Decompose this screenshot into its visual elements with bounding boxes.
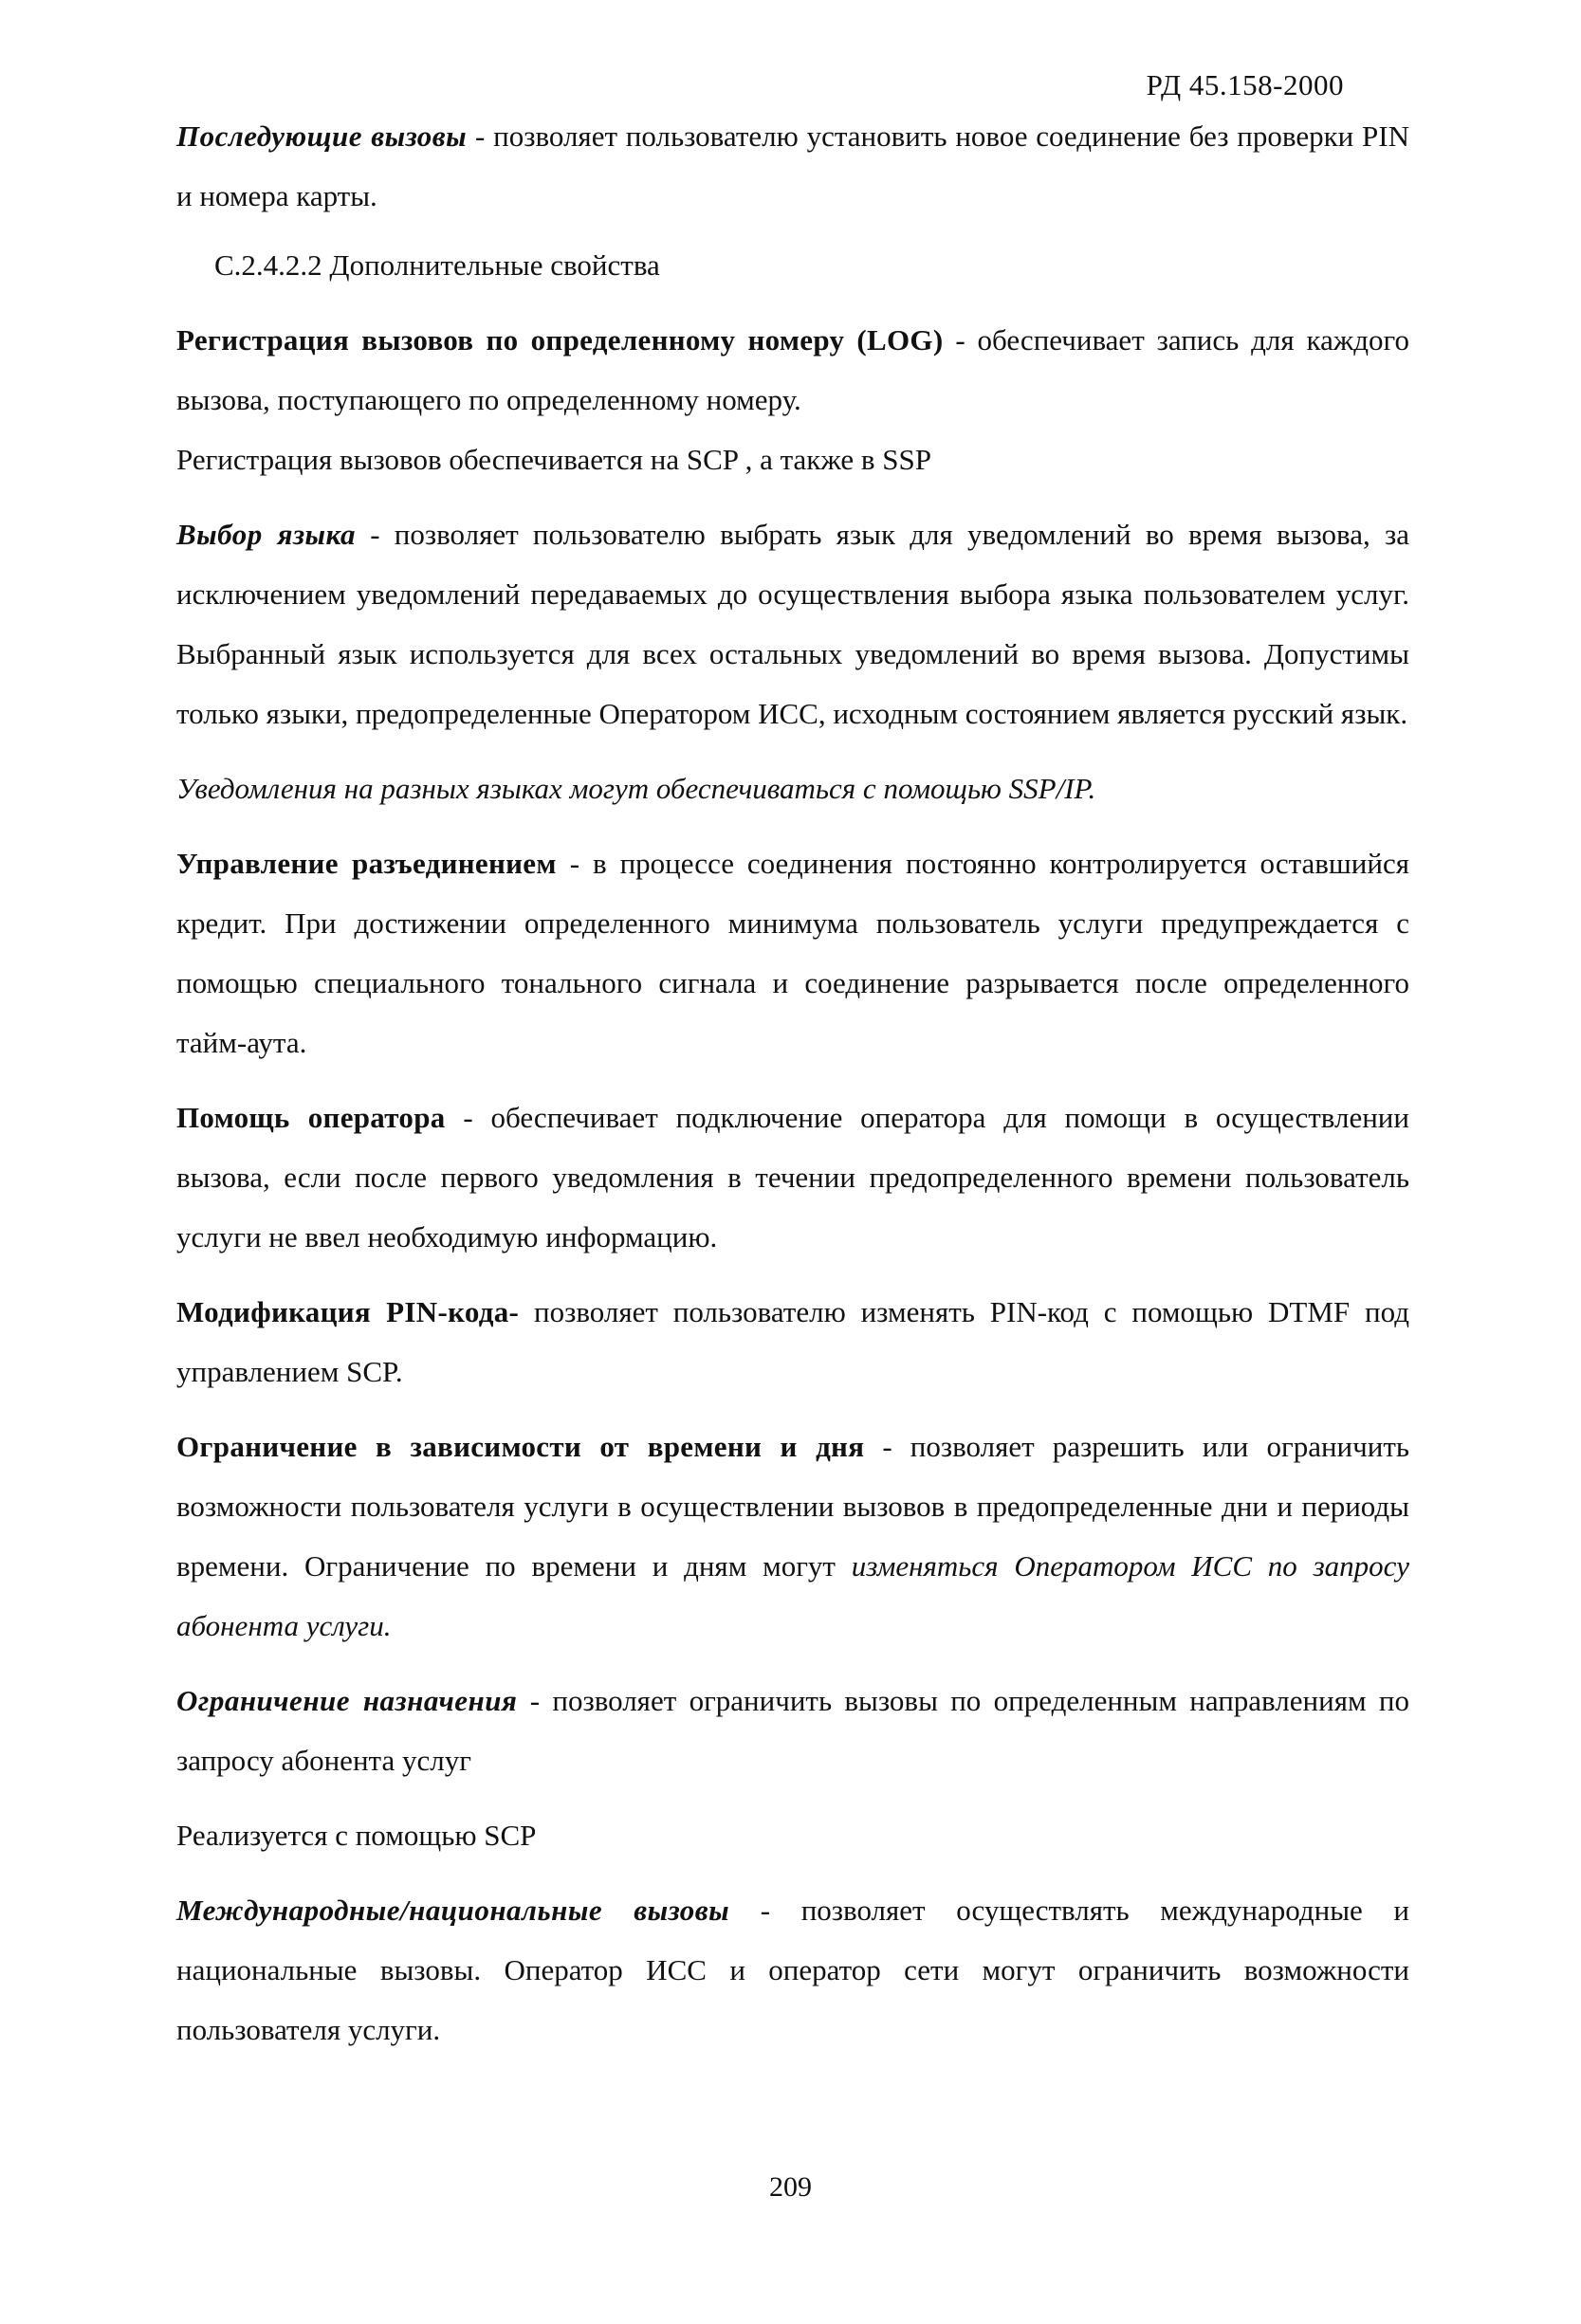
italic-text-time-day-restriction: изменяться Оператором ИСС по запросу абонента услуги. [176,1549,1409,1642]
term-time-day-restriction: Ограничение в зависимости от времени и дня [176,1430,865,1463]
page-body [176,106,1409,2059]
subheading-additional-properties: С.2.4.2.2 Дополнительные свойства [214,248,660,282]
text-call-logging: - обеспечивает запись для каждого вызова, поступающего по определенному номеру. [176,323,1409,416]
paragraph-operator-assistance [176,1088,1409,1267]
paragraph-subsequent-calls [176,106,1409,226]
term-international-calls: Международные/национальные вызовы [176,1894,730,1927]
paragraph-time-day-restriction [176,1417,1409,1656]
text-destination-restriction: - позволяет ограничить вызовы по определенным направлениям по запросу абонента услуг [176,1684,1409,1777]
text-time-day-restriction: - позволяет разрешить или ограничить возможности пользователя услуги в осуществлении вызовов в предопределенные дни и периоды времени. Ограничение по времени и дням могут [176,1430,1409,1583]
term-language-selection: Выбор языка [176,518,356,551]
text-language-selection: - позволяет пользователю выбрать язык для уведомлений во время вызова, за исключением уведомлений передаваемых до осуществления выбора языка пользователем услуг. Выбранный язык используется для всех остальных уведомлений во время вызова. Допустимы только языки, предопределенные Оператором ИСС, исходным состоянием является русский язык. [176,518,1409,730]
page-number: 209 [769,2171,812,2203]
text-international-calls: - позволяет осуществлять международные и национальные вызовы. Оператор ИСС и оператор сети могут ограничить возможности пользователя услуги. [176,1894,1409,2046]
text-subsequent-calls: - позволяет пользователю установить новое соединение без проверки PIN и номера карты. [176,119,1410,212]
paragraph-disconnect-control [176,833,1409,1072]
note-call-logging: Регистрация вызовов обеспечивается на SCP , а также в SSP [176,443,931,476]
text-disconnect-control: - в процессе соединения постоянно контролируется оставшийся кредит. При достижении определенного минимума пользователь услуги предупреждается с помощью специального тонального сигнала и соединение разрывается после определенного тайм-аута. [176,847,1409,1059]
term-disconnect-control: Управление разъединением [176,847,557,880]
note-language-notifications: Уведомления на разных языках могут обеспечиваться с помощью SSP/IP. [176,772,1096,805]
paragraph-call-logging [176,310,1409,430]
text-operator-assistance: - обеспечивает подключение оператора для помощи в осуществлении вызова, если после первого уведомления в течении предопределенного времени пользователь услуги не ввел необходимую информацию. [176,1101,1409,1253]
term-call-logging: Регистрация вызовов по определенному номеру (LOG) [176,323,944,357]
term-operator-assistance: Помощь оператора [176,1101,446,1134]
document-code: РД 45.158-2000 [1146,68,1344,101]
paragraph-language-selection [176,504,1409,743]
term-destination-restriction: Ограничение назначения [176,1684,518,1717]
paragraph-international-calls [176,1880,1409,2059]
paragraph-pin-modification [176,1282,1409,1401]
term-subsequent-calls: Последующие вызовы [176,119,468,153]
text-pin-modification: позволяет пользователю изменять PIN-код с помощью DTMF под управлением SCP. [176,1295,1409,1388]
paragraph-destination-restriction [176,1671,1409,1790]
note-destination-restriction: Реализуется с помощью SCP [176,1819,537,1852]
term-pin-modification: Модификация PIN-кода- [176,1295,520,1328]
